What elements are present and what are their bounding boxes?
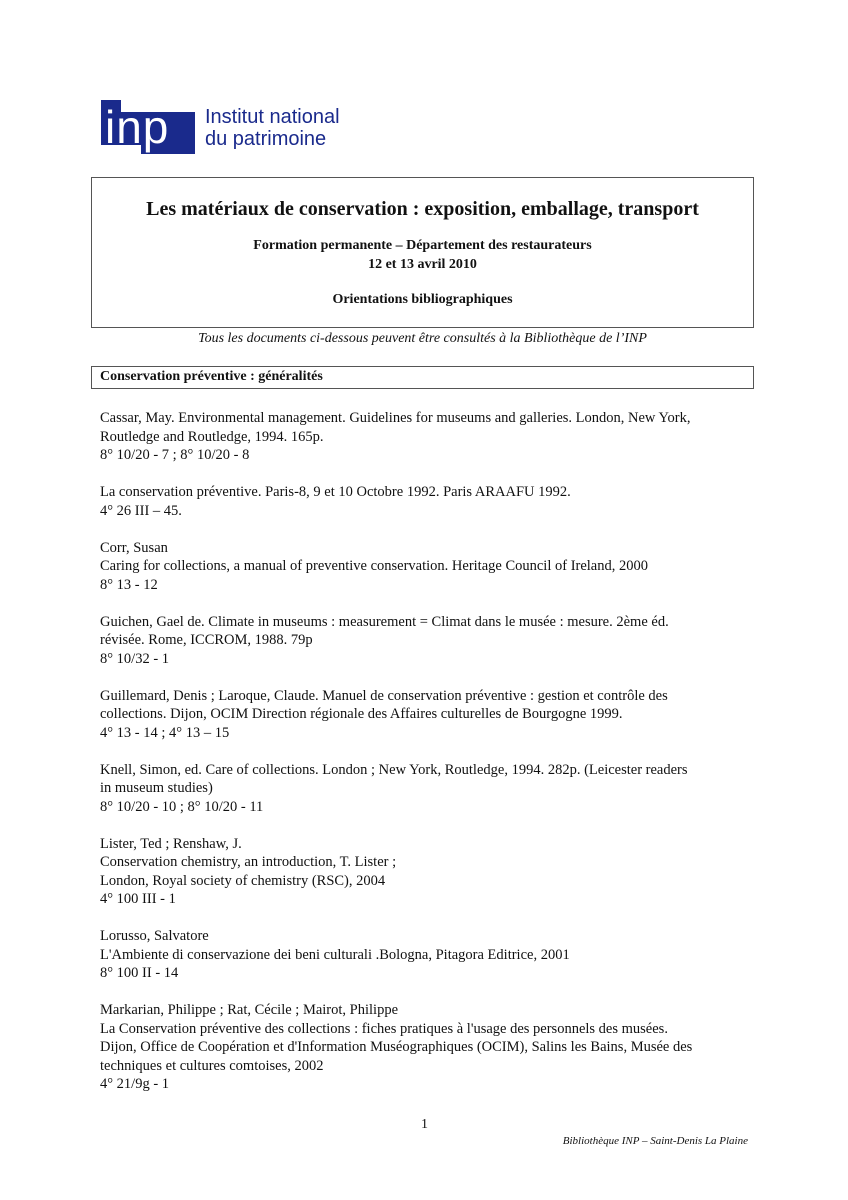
entry-line: London, Royal society of chemistry (RSC), 2004 xyxy=(100,872,386,889)
title-box xyxy=(91,177,754,328)
entry-line: Conservation chemistry, an introduction, T. Lister ; xyxy=(100,854,397,870)
entry-line: 4° 21/9g - 1 xyxy=(100,1076,170,1092)
bibliography-entry xyxy=(100,483,760,520)
entry-line: 8° 10/20 - 7 ; 8° 10/20 - 8 xyxy=(100,447,250,463)
bibliography-entry xyxy=(100,409,760,465)
logo-mark-text: inp xyxy=(105,101,170,153)
entry-line: Routledge and Routledge, 1994. 165p. xyxy=(100,428,324,445)
entry-line: 4° 13 - 14 ; 4° 13 – 15 xyxy=(100,724,230,741)
document-date: 12 et 13 avril 2010 xyxy=(368,257,477,272)
bibliography-entry xyxy=(100,539,760,595)
entry-line: Guichen, Gael de. Climate in museums : measurement = Climat dans le musée : mesure. 2ème éd. xyxy=(100,613,669,630)
entry-line: Guillemard, Denis ; Laroque, Claude. Manuel de conservation préventive : gestion et contrôle des xyxy=(100,687,668,704)
entry-line: 8° 13 - 12 xyxy=(100,576,158,593)
bibliography-entry xyxy=(100,927,760,983)
inp-logo-mark xyxy=(101,100,199,156)
entry-line: L'Ambiente di conservazione dei beni culturali .Bologna, Pitagora Editrice, 2001 xyxy=(100,946,570,963)
entry-line: Cassar, May. Environmental management. Guidelines for museums and galleries. London, New York, xyxy=(100,410,691,426)
entry-line: 4° 26 III – 45. xyxy=(100,502,182,519)
library-notice: Tous les documents ci-dessous peuvent être consultés à la Bibliothèque de l’INP xyxy=(198,331,647,346)
entry-line: 8° 10/32 - 1 xyxy=(100,650,170,667)
document-section-title: Orientations bibliographiques xyxy=(332,292,513,307)
logo-name xyxy=(205,106,340,150)
entry-line: La conservation préventive. Paris-8, 9 et 10 Octobre 1992. Paris ARAAFU 1992. xyxy=(100,484,571,500)
logo-name-line2: du patrimoine xyxy=(205,128,327,150)
logo-name-line1: Institut national xyxy=(205,106,340,128)
bibliography-entry xyxy=(100,761,760,817)
entry-line: Caring for collections, a manual of preventive conservation. Heritage Council of Ireland, 2000 xyxy=(100,558,648,574)
bibliography-entry xyxy=(100,835,760,909)
entry-line: collections. Dijon, OCIM Direction régionale des Affaires culturelles de Bourgogne 1999. xyxy=(100,706,623,722)
bibliography-entry xyxy=(100,613,760,669)
entry-line: 8° 100 II - 14 xyxy=(100,965,179,981)
entry-line: Markarian, Philippe ; Rat, Cécile ; Mairot, Philippe xyxy=(100,1002,399,1018)
page-number: 1 xyxy=(421,1117,428,1132)
document-subtitle: Formation permanente – Département des restaurateurs xyxy=(253,238,592,253)
bibliography-list xyxy=(100,409,760,1112)
entry-line: La Conservation préventive des collections : fiches pratiques à l'usage des personnels des musées. xyxy=(100,1020,668,1037)
bibliography-entry xyxy=(100,1001,760,1094)
section-heading: Conservation préventive : généralités xyxy=(91,366,754,389)
entry-line: 4° 100 III - 1 xyxy=(100,891,176,907)
bibliography-entry xyxy=(100,687,760,743)
entry-line: révisée. Rome, ICCROM, 1988. 79p xyxy=(100,632,313,648)
entry-line: Corr, Susan xyxy=(100,539,168,556)
entry-line: techniques et cultures comtoises, 2002 xyxy=(100,1057,324,1074)
entry-line: Lorusso, Salvatore xyxy=(100,928,209,944)
inp-logo xyxy=(101,100,361,158)
entry-line: in museum studies) xyxy=(100,780,213,796)
footer-text: Bibliothèque INP – Saint-Denis La Plaine xyxy=(562,1135,748,1147)
entry-line: Dijon, Office de Coopération et d'Information Muséographiques (OCIM), Salins les Bains, Musée des xyxy=(100,1039,693,1055)
entry-line: Knell, Simon, ed. Care of collections. London ; New York, Routledge, 1994. 282p. (Leicester readers xyxy=(100,761,688,778)
entry-line: Lister, Ted ; Renshaw, J. xyxy=(100,835,242,852)
document-title: Les matériaux de conservation : exposition, emballage, transport xyxy=(146,198,699,220)
entry-line: 8° 10/20 - 10 ; 8° 10/20 - 11 xyxy=(100,798,264,815)
